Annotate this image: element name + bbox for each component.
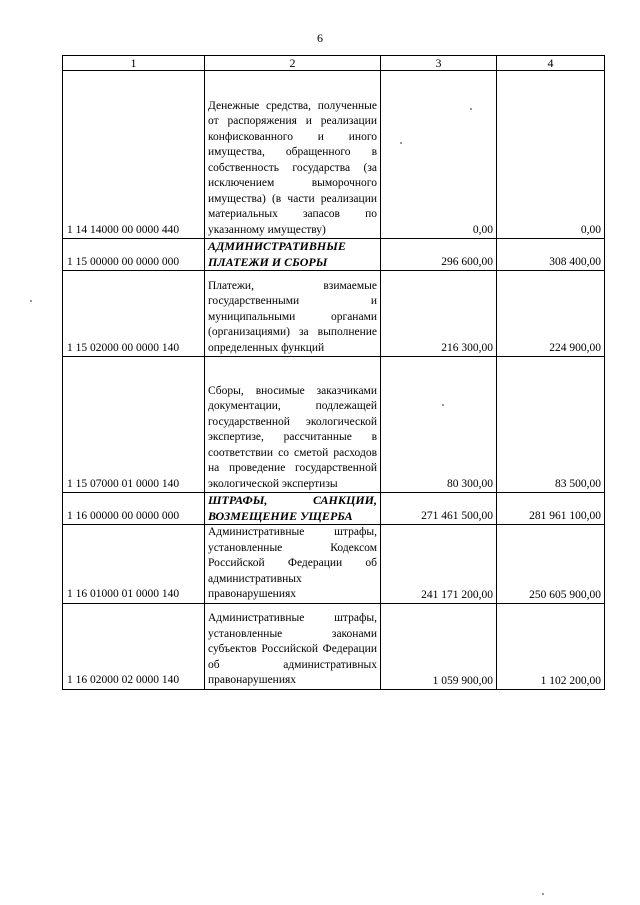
- budget-revenue-table: [62, 55, 605, 690]
- revenue-name-cell: Сборы, вносимые заказчиками документации, подлежащей государственной экологической экспертизе, рассчитанные в соответствии со сметой расходов на проведение государственной экологической экспертизы: [205, 357, 381, 493]
- table-header-row: [63, 56, 605, 71]
- budget-code-cell: 1 15 00000 00 0000 000: [63, 239, 205, 271]
- amount-col3-cell: 271 461 500,00: [381, 493, 497, 525]
- amount-col4-cell: 281 961 100,00: [497, 493, 605, 525]
- table-row: [63, 271, 605, 357]
- amount-col4-cell: 308 400,00: [497, 239, 605, 271]
- budget-code-cell: 1 15 07000 01 0000 140: [63, 357, 205, 493]
- amount-col3-cell: 296 600,00: [381, 239, 497, 271]
- amount-col4-cell: 250 605 900,00: [497, 525, 605, 604]
- scan-speck: [470, 108, 472, 110]
- budget-code-cell: 1 16 02000 02 0000 140: [63, 603, 205, 689]
- column-header-1: 1: [63, 56, 205, 71]
- page-number: 6: [317, 31, 323, 45]
- amount-col3-cell: 216 300,00: [381, 271, 497, 357]
- budget-code-cell: 1 15 02000 00 0000 140: [63, 271, 205, 357]
- scan-speck: [442, 404, 444, 406]
- revenue-name-cell: Административные штрафы, установленные Кодексом Российской Федерации об административных правонарушениях: [205, 525, 381, 604]
- column-header-3: 3: [381, 56, 497, 71]
- revenue-name-cell: Административные штрафы, установленные законами субъектов Российской Федерации об административных правонарушениях: [205, 603, 381, 689]
- amount-col3-cell: 241 171 200,00: [381, 525, 497, 604]
- table-row: [63, 239, 605, 271]
- table-row: [63, 525, 605, 604]
- table-row: [63, 493, 605, 525]
- amount-col4-cell: 224 900,00: [497, 271, 605, 357]
- table-row: [63, 357, 605, 493]
- table-row: [63, 603, 605, 689]
- revenue-name-cell: ШТРАФЫ, САНКЦИИ, ВОЗМЕЩЕНИЕ УЩЕРБА: [205, 493, 381, 525]
- amount-col4-cell: 1 102 200,00: [497, 603, 605, 689]
- scan-speck: [400, 142, 402, 144]
- column-header-2: 2: [205, 56, 381, 71]
- budget-code-cell: 1 16 01000 01 0000 140: [63, 525, 205, 604]
- budget-code-cell: 1 14 14000 00 0000 440: [63, 71, 205, 239]
- scan-speck: [30, 300, 32, 302]
- scan-speck: [542, 893, 544, 895]
- revenue-name-cell: Денежные средства, полученные от распоряжения и реализации конфискованного и иного имущества, обращенного в собственность государства (за исключением выморочного имущества) (в части реализации материальных запасов по указанному имуществу): [205, 71, 381, 239]
- amount-col4-cell: 83 500,00: [497, 357, 605, 493]
- revenue-name-cell: Платежи, взимаемые государственными и муниципальными органами (организациями) за выполнение определенных функций: [205, 271, 381, 357]
- amount-col4-cell: 0,00: [497, 71, 605, 239]
- amount-col3-cell: 1 059 900,00: [381, 603, 497, 689]
- amount-col3-cell: 80 300,00: [381, 357, 497, 493]
- budget-code-cell: 1 16 00000 00 0000 000: [63, 493, 205, 525]
- table-row: [63, 71, 605, 239]
- revenue-name-cell: АДМИНИСТРАТИВНЫЕ ПЛАТЕЖИ И СБОРЫ: [205, 239, 381, 271]
- column-header-4: 4: [497, 56, 605, 71]
- amount-col3-cell: 0,00: [381, 71, 497, 239]
